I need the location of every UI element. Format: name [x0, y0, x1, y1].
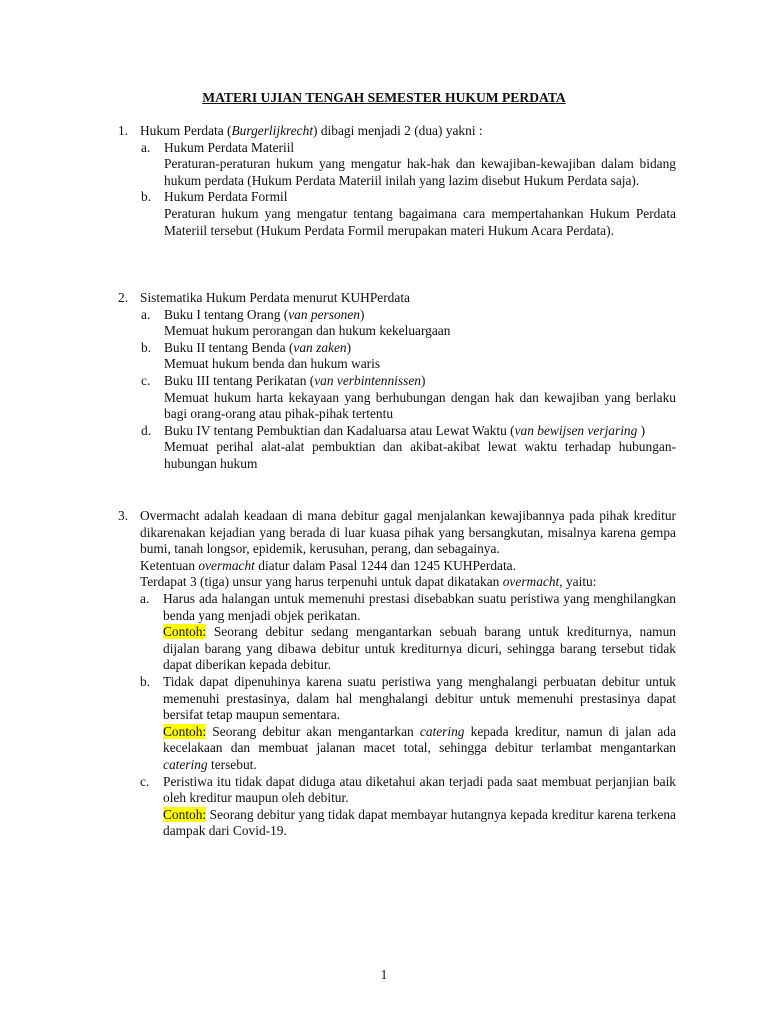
example: Contoh: Seorang debitur sedang mengantarkan sebuah barang untuk krediturnya, namun dijalan barang yang dibawa debitur untuk krediturnya dicuri, sehingga barang tersebut tidak dapat diberikan kepada debitur. [163, 624, 676, 673]
item-description: Peraturan hukum yang mengatur tentang bagaimana cara mempertahankan Hukum Perdata Materiil tersebut (Hukum Perdata Formil merupakan materi Hukum Acara Perdata). [164, 205, 676, 238]
list-item: c. Peristiwa itu tidak dapat diduga atau diketahui akan terjadi pada saat membuat perjanjian baik oleh kreditur maupun oleh debitur. Contoh: Seorang debitur yang tidak dapat membayar hutangnya kepada kreditur karena terkena dampak dari Covid-19. [140, 773, 676, 839]
section-3 [118, 508, 676, 840]
overmacht-legal-basis: Ketentuan overmacht diatur dalam Pasal 1244 dan 1245 KUHPerdata. [140, 557, 516, 573]
section-2-intro: Sistematika Hukum Perdata menurut KUHPerdata [140, 290, 410, 305]
example: Contoh: Seorang debitur akan mengantarkan catering kepada kreditur, namun di jalan ada kecelakaan dan membuat jalanan macet total, sehingga debitur terlambat mengantarkan catering tersebut. [163, 723, 677, 772]
item-heading: Hukum Perdata Formil [164, 189, 288, 205]
list-item: c. Buku III tentang Perikatan (van verbintennissen) Memuat hukum harta kekayaan yang berhubungan dengan hak dan kewajiban yang berlaku bagi orang-orang atau pihak-pihak tertentu [141, 372, 676, 422]
overmacht-definition: Overmacht adalah keadaan di mana debitur gagal menjalankan kewajibannya pada pihak kreditur dikarenakan kejadian yang berada di luar kuasa pihak yang bersangkutan, misalnya karena gempa bumi, tanah longsor, epidemik, kerusuhan, perang, dan sebagainya. [140, 508, 676, 557]
section-1 [118, 123, 676, 239]
item-description: Memuat perihal alat-alat pembuktian dan akibat-akibat lewat waktu terhadap hubungan-hubungan hukum [164, 439, 676, 471]
list-item: b. Buku II tentang Benda (van zaken) Memuat hukum benda dan hukum waris [141, 340, 676, 373]
list-item: a. Buku I tentang Orang (van personen) Memuat hukum perorangan dan hukum kekeluargaan [141, 307, 676, 340]
list-item: b. Hukum Perdata Formil Peraturan hukum yang mengatur tentang bagaimana cara mempertahankan Hukum Perdata Materiil tersebut (Hukum Perdata Formil merupakan materi Hukum Acara Perdata). [141, 189, 676, 238]
item-heading: Buku III tentang Perikatan (van verbintennissen) [164, 372, 426, 388]
item-description: Tidak dapat dipenuhinya karena suatu peristiwa yang menghalangi perbuatan debitur untuk memenuhi prestasinya, dalam hal menghalangi debitur untuk memenuhi prestasinya dapat bersifat tetap maupun sementara. [163, 673, 676, 723]
item-description: Memuat hukum perorangan dan hukum kekeluargaan [164, 323, 451, 339]
contoh-label: Contoh: [163, 723, 207, 739]
section-number: 3. [118, 508, 129, 523]
section-number: 1. [118, 123, 129, 138]
item-heading: Buku IV tentang Pembuktian dan Kadaluarsa atau Lewat Waktu (van bewijsen verjaring ) [164, 422, 646, 438]
item-heading: Buku II tentang Benda (van zaken) [164, 339, 352, 355]
example: Contoh: Seorang debitur yang tidak dapat membayar hutangnya kepada kreditur karena terkena dampak dari Covid-19. [163, 806, 676, 839]
section-1-intro: Hukum Perdata (Burgerlijkrecht) dibagi menjadi 2 (dua) yakni : [140, 123, 483, 138]
list-item: a. Hukum Perdata Materiil Peraturan-peraturan hukum yang mengatur hak-hak dan kewajiban-kewajiban dalam bidang hukum perdata (Hukum Perdata Materiil inilah yang lazim disebut Hukum Perdata saja). [141, 139, 676, 188]
list-item: d. Buku IV tentang Pembuktian dan Kadaluarsa atau Lewat Waktu (van bewijsen verjaring ) Memuat perihal alat-alat pembuktian dan akibat-akibat lewat waktu terhadap hubungan-hubungan hukum [141, 422, 676, 471]
item-heading: Buku I tentang Orang (van personen) [164, 306, 365, 322]
list-item: a. Harus ada halangan untuk memenuhi prestasi disebabkan suatu peristiwa yang menghilangkan benda yang menjadi objek perikatan. Contoh: Seorang debitur sedang mengantarkan sebuah barang untuk krediturnya, namun dijalan barang yang dibawa debitur untuk krediturnya dicuri, sehingga barang tersebut tidak dapat diberikan kepada debitur. [140, 590, 676, 673]
section-2 [118, 290, 676, 473]
contoh-label: Contoh: [163, 624, 207, 640]
item-description: Memuat hukum benda dan hukum waris [164, 356, 381, 372]
contoh-label: Contoh: [163, 806, 207, 822]
list-item: b. Tidak dapat dipenuhinya karena suatu peristiwa yang menghalangi perbuatan debitur untuk memenuhi prestasinya, dalam hal menghalangi debitur untuk memenuhi prestasinya dapat bersifat tetap maupun sementara. Contoh: Seorang debitur akan mengantarkan catering kepada kreditur, namun di jalan ada kecelakaan dan membuat jalanan macet total, sehingga debitur terlambat mengantarkan catering tersebut. [140, 673, 677, 772]
item-description: Peristiwa itu tidak dapat diduga atau diketahui akan terjadi pada saat membuat perjanjian baik oleh kreditur maupun oleh debitur. [163, 773, 676, 806]
item-heading: Hukum Perdata Materiil [164, 139, 295, 155]
item-description: Peraturan-peraturan hukum yang mengatur hak-hak dan kewajiban-kewajiban dalam bidang hukum perdata (Hukum Perdata Materiil inilah yang lazim disebut Hukum Perdata saja). [164, 156, 676, 188]
document-title: MATERI UJIAN TENGAH SEMESTER HUKUM PERDATA [202, 90, 566, 105]
page-number: 1 [380, 967, 388, 982]
item-description: Memuat hukum harta kekayaan yang berhubungan dengan hak dan kewajiban yang berlaku bagi orang-orang atau pihak-pihak tertentu [164, 389, 676, 422]
item-description: Harus ada halangan untuk memenuhi prestasi disebabkan suatu peristiwa yang menghilangkan benda yang menjadi objek perikatan. [163, 590, 676, 623]
section-number: 2. [118, 290, 129, 305]
overmacht-elements-intro: Terdapat 3 (tiga) unsur yang harus terpenuhi untuk dapat dikatakan overmacht, yaitu: [140, 574, 597, 590]
